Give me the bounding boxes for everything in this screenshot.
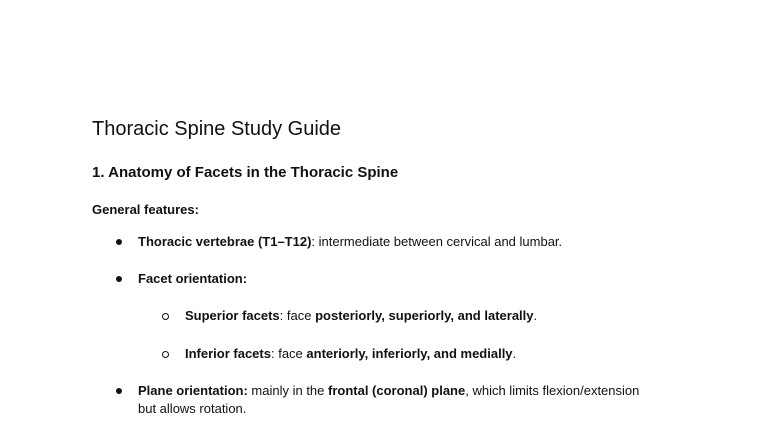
list-item-bold-2: frontal (coronal) plane: [328, 383, 466, 398]
list-item-mid: : face: [279, 308, 316, 323]
bullet-circle-icon: [162, 351, 169, 358]
bullet-dot-icon: [116, 388, 122, 394]
list-item-text: [138, 382, 639, 400]
list-item-rest: , which limits flexion/extension: [465, 383, 640, 398]
list-item-bold: Inferior facets: [185, 346, 271, 361]
list-item-text-line2: but allows rotation.: [138, 401, 247, 416]
list-item-bold: Superior facets: [185, 308, 280, 323]
list-item-mid: mainly in the: [247, 383, 328, 398]
list-item-mid: : face: [270, 346, 307, 361]
subheading-general-features: General features:: [92, 202, 199, 217]
list-item-bold: Facet orientation:: [138, 271, 248, 286]
list-item-text: [185, 307, 537, 325]
bullet-dot-icon: [116, 276, 122, 282]
bullet-dot-icon: [116, 239, 122, 245]
document-title: Thoracic Spine Study Guide: [92, 118, 342, 140]
list-item-rest: .: [512, 346, 517, 361]
section-heading: 1. Anatomy of Facets in the Thoracic Spine: [92, 164, 399, 181]
list-item-text: [138, 233, 562, 251]
list-item-rest: .: [533, 308, 538, 323]
bullet-circle-icon: [162, 313, 169, 320]
list-item-rest: : intermediate between cervical and lumbar.: [311, 234, 563, 249]
list-item-bold: Thoracic vertebrae (T1–T12): [138, 234, 312, 249]
list-item-text: [185, 345, 516, 363]
list-item-bold: Plane orientation:: [138, 383, 248, 398]
list-item-bold-2: posteriorly, superiorly, and laterally: [315, 308, 534, 323]
list-item-bold-2: anteriorly, inferiorly, and medially: [306, 346, 513, 361]
list-item-text: [138, 270, 247, 288]
